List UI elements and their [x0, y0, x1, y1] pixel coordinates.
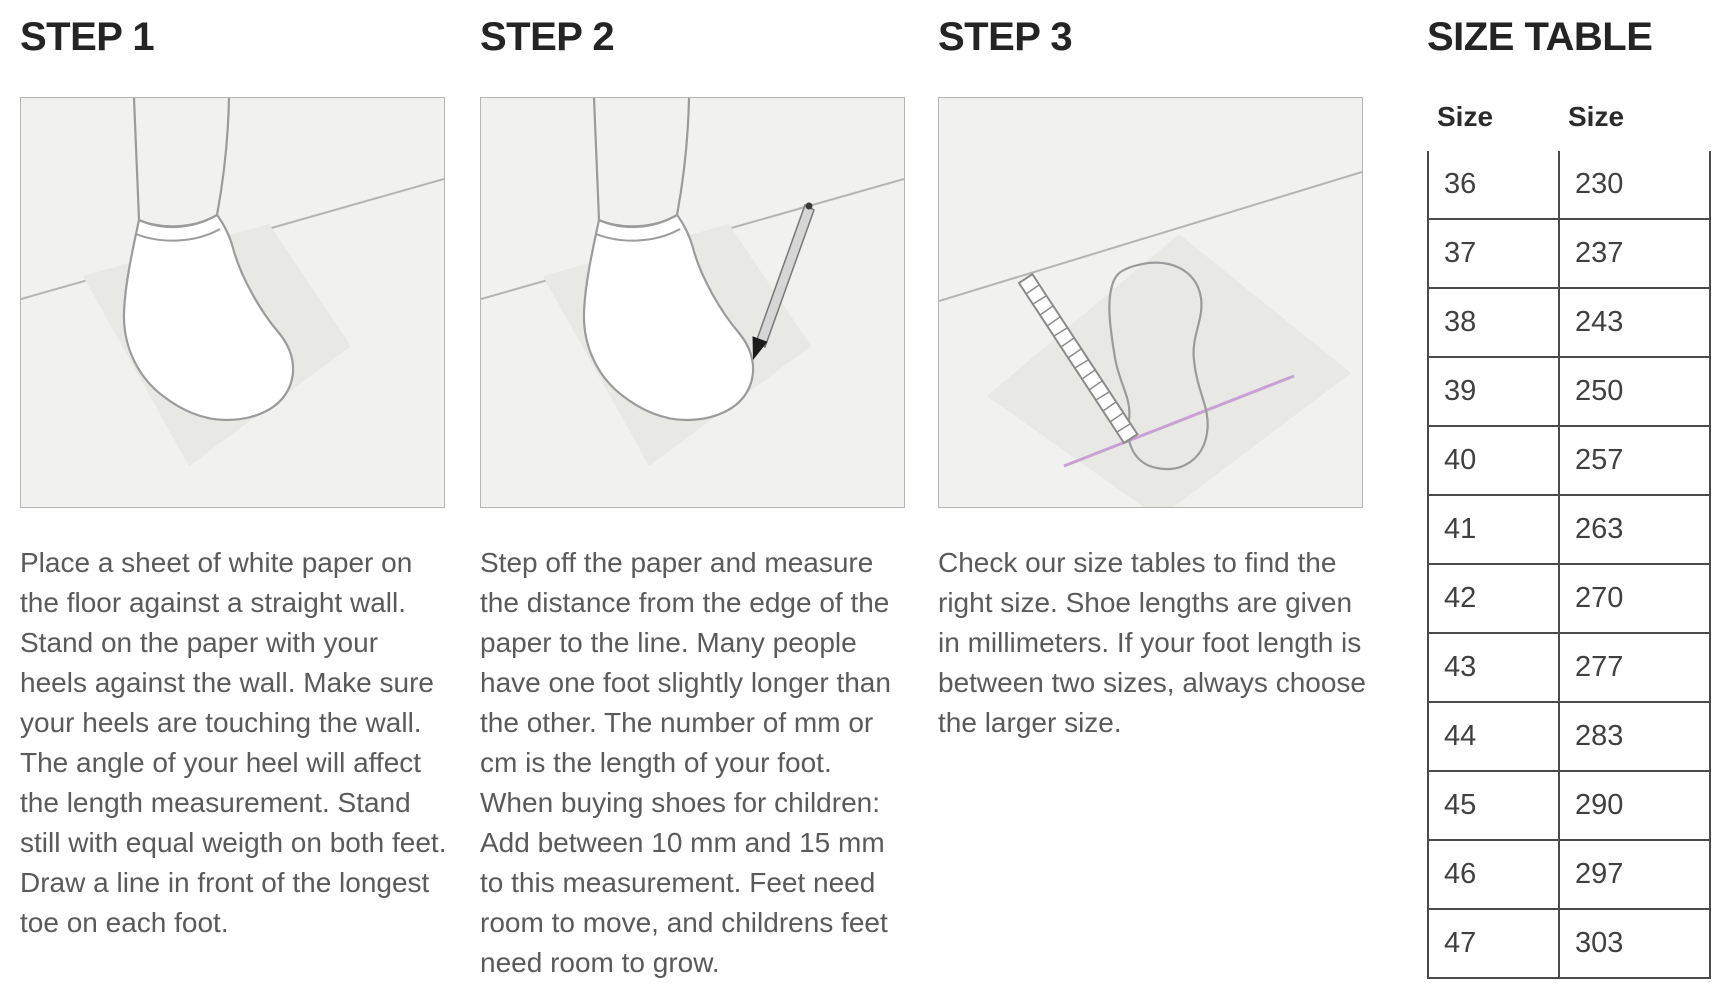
step-3-illustration: [938, 97, 1363, 508]
size-table: [1427, 151, 1711, 979]
step-1-section: [20, 0, 452, 943]
size-cell: 40: [1428, 426, 1559, 495]
size-cell: 42: [1428, 564, 1559, 633]
step-1-instructions: Place a sheet of white paper on the floor against a straight wall. Stand on the paper with your heels against the wall. Make sure your heels are touching the wall. The angle of your heel will affect the length measurement. Stand still with equal weigth on both feet. Draw a line in front of the longest toe on each foot.: [20, 547, 447, 938]
length-cell: 303: [1559, 909, 1710, 978]
length-column-header: Size: [1568, 101, 1625, 132]
size-cell: 36: [1428, 151, 1559, 219]
pencil-marking-icon: [481, 98, 904, 507]
table-row: [1428, 426, 1710, 495]
length-cell: 277: [1559, 633, 1710, 702]
table-row: [1428, 633, 1710, 702]
step-1-title: STEP 1: [20, 15, 155, 59]
length-cell: 257: [1559, 426, 1710, 495]
length-cell: 290: [1559, 771, 1710, 840]
leg-lines: [594, 98, 689, 220]
table-row: [1428, 495, 1710, 564]
table-row: [1428, 702, 1710, 771]
size-cell: 41: [1428, 495, 1559, 564]
size-table-headers: [1427, 101, 1711, 133]
size-cell: 38: [1428, 288, 1559, 357]
table-row: [1428, 151, 1710, 219]
step-2-section: [480, 0, 912, 983]
length-cell: 250: [1559, 357, 1710, 426]
table-row: [1428, 219, 1710, 288]
size-cell: 43: [1428, 633, 1559, 702]
size-cell: 37: [1428, 219, 1559, 288]
size-cell: 39: [1428, 357, 1559, 426]
size-cell: 47: [1428, 909, 1559, 978]
foot-outline-ruler-icon: [939, 98, 1362, 507]
size-table-section: [1427, 0, 1711, 979]
table-row: [1428, 564, 1710, 633]
table-row: [1428, 909, 1710, 978]
table-row: [1428, 840, 1710, 909]
table-row: [1428, 771, 1710, 840]
paper-sheet: [987, 234, 1351, 507]
length-cell: 237: [1559, 219, 1710, 288]
size-cell: 44: [1428, 702, 1559, 771]
size-cell: 46: [1428, 840, 1559, 909]
step-3-instructions: Check our size tables to find the right size. Shoe lengths are given in millimeters. If your foot length is between two sizes, always choose the larger size.: [938, 547, 1366, 738]
length-cell: 263: [1559, 495, 1710, 564]
step-3-title: STEP 3: [938, 15, 1073, 59]
size-cell: 45: [1428, 771, 1559, 840]
size-column-header: Size: [1437, 101, 1494, 132]
step-3-section: [938, 0, 1370, 743]
size-table-title: SIZE TABLE: [1427, 15, 1653, 59]
table-row: [1428, 288, 1710, 357]
step-1-illustration: [20, 97, 445, 508]
table-row: [1428, 357, 1710, 426]
length-cell: 297: [1559, 840, 1710, 909]
step-2-illustration: [480, 97, 905, 508]
length-cell: 243: [1559, 288, 1710, 357]
step-2-title: STEP 2: [480, 15, 615, 59]
length-cell: 283: [1559, 702, 1710, 771]
length-cell: 270: [1559, 564, 1710, 633]
length-cell: 230: [1559, 151, 1710, 219]
foot-on-paper-icon: [21, 98, 444, 507]
leg-lines: [134, 98, 229, 220]
step-2-instructions: Step off the paper and measure the distance from the edge of the paper to the line. Many people have one foot slightly longer than the other. The number of mm or cm is the length of your foot. When buying shoes for children: Add between 10 mm and 15 mm to this measurement. Feet need room to move, and childrens feet need room to grow.: [480, 547, 891, 978]
